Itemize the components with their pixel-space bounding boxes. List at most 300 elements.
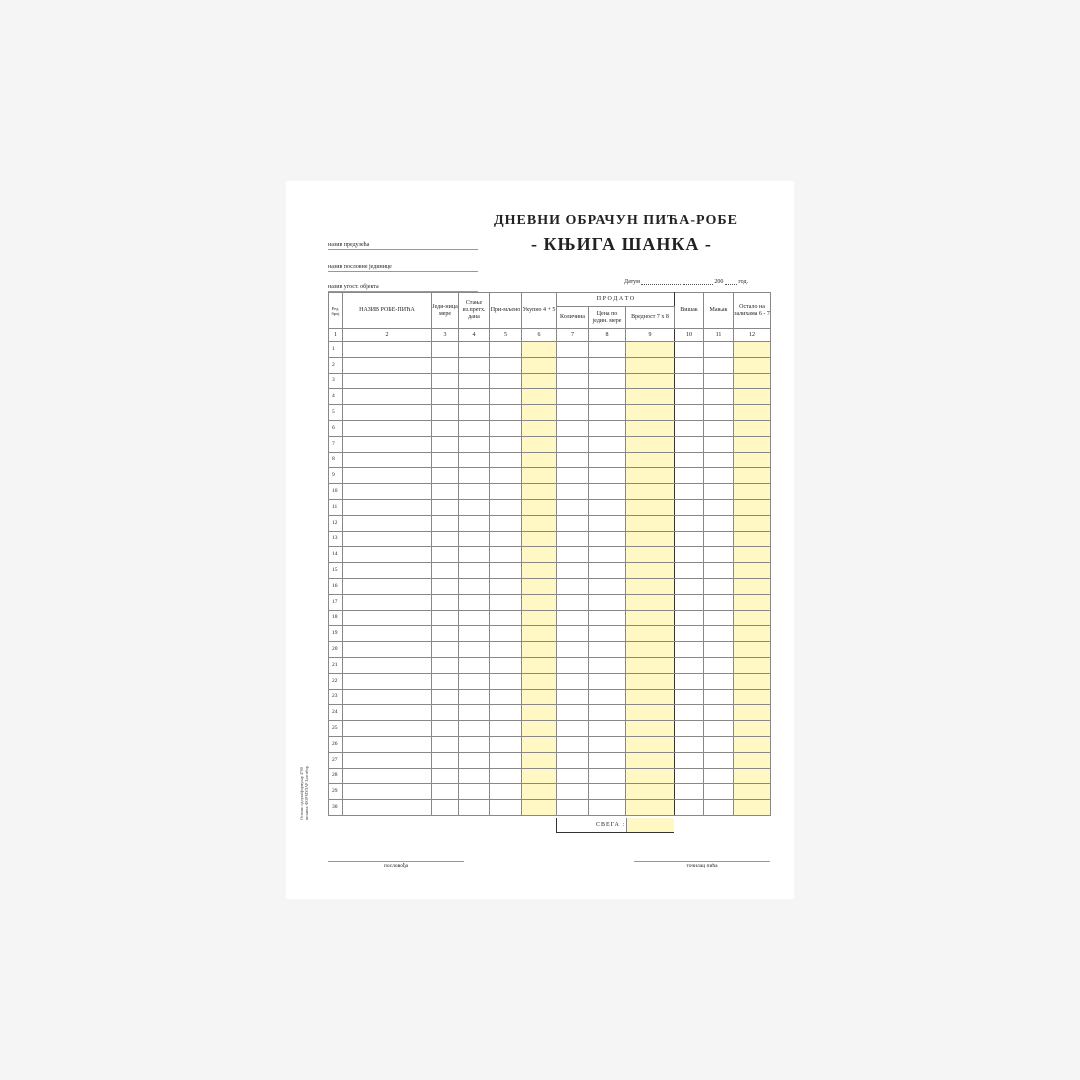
ledger-cell[interactable] (557, 515, 589, 531)
ledger-cell[interactable] (626, 357, 675, 373)
ledger-cell[interactable] (626, 642, 675, 658)
ledger-cell[interactable] (522, 673, 557, 689)
ledger-cell[interactable] (626, 499, 675, 515)
ledger-cell[interactable] (589, 784, 626, 800)
ledger-cell[interactable] (522, 752, 557, 768)
ledger-cell[interactable] (432, 752, 459, 768)
ledger-cell[interactable] (490, 705, 522, 721)
ledger-cell[interactable] (675, 721, 704, 737)
ledger-cell[interactable] (490, 626, 522, 642)
ledger-cell[interactable] (704, 721, 734, 737)
ledger-cell[interactable] (343, 373, 432, 389)
ledger-cell[interactable] (675, 499, 704, 515)
ledger-cell[interactable] (734, 721, 771, 737)
ledger-cell[interactable] (459, 499, 490, 515)
ledger-cell[interactable] (704, 436, 734, 452)
ledger-cell[interactable] (459, 800, 490, 816)
ledger-cell[interactable] (522, 563, 557, 579)
ledger-cell[interactable] (522, 420, 557, 436)
ledger-cell[interactable] (704, 578, 734, 594)
ledger-cell[interactable] (432, 389, 459, 405)
ledger-cell[interactable] (490, 452, 522, 468)
ledger-cell[interactable] (589, 484, 626, 500)
ledger-cell[interactable] (675, 736, 704, 752)
ledger-cell[interactable] (432, 342, 459, 358)
ledger-cell[interactable] (626, 768, 675, 784)
ledger-cell[interactable] (522, 736, 557, 752)
ledger-cell[interactable] (675, 515, 704, 531)
ledger-cell[interactable] (626, 752, 675, 768)
ledger-cell[interactable] (704, 342, 734, 358)
ledger-cell[interactable] (704, 736, 734, 752)
ledger-cell[interactable] (522, 705, 557, 721)
ledger-cell[interactable] (704, 389, 734, 405)
ledger-cell[interactable] (459, 515, 490, 531)
ledger-cell[interactable] (490, 436, 522, 452)
ledger-cell[interactable] (589, 436, 626, 452)
ledger-cell[interactable] (704, 452, 734, 468)
ledger-cell[interactable] (343, 752, 432, 768)
ledger-cell[interactable] (490, 800, 522, 816)
ledger-cell[interactable] (589, 705, 626, 721)
ledger-cell[interactable] (557, 342, 589, 358)
ledger-cell[interactable] (522, 373, 557, 389)
ledger-cell[interactable] (432, 499, 459, 515)
ledger-cell[interactable] (459, 594, 490, 610)
ledger-cell[interactable] (522, 499, 557, 515)
ledger-cell[interactable] (557, 436, 589, 452)
ledger-cell[interactable] (675, 531, 704, 547)
ledger-cell[interactable] (675, 342, 704, 358)
ledger-cell[interactable] (589, 626, 626, 642)
ledger-cell[interactable] (589, 594, 626, 610)
ledger-cell[interactable] (557, 768, 589, 784)
ledger-cell[interactable] (490, 342, 522, 358)
ledger-cell[interactable] (490, 657, 522, 673)
ledger-cell[interactable] (675, 673, 704, 689)
ledger-cell[interactable] (522, 515, 557, 531)
ledger-cell[interactable] (734, 689, 771, 705)
business-unit-field[interactable]: назив пословне јединице (328, 263, 478, 272)
ledger-cell[interactable] (589, 468, 626, 484)
ledger-cell[interactable] (626, 515, 675, 531)
ledger-cell[interactable] (432, 657, 459, 673)
ledger-cell[interactable] (459, 468, 490, 484)
ledger-cell[interactable] (626, 389, 675, 405)
ledger-cell[interactable] (522, 436, 557, 452)
ledger-cell[interactable] (734, 499, 771, 515)
ledger-cell[interactable] (675, 405, 704, 421)
bartender-signature-line[interactable]: точилац пића (634, 861, 770, 869)
ledger-cell[interactable] (704, 594, 734, 610)
ledger-cell[interactable] (490, 752, 522, 768)
ledger-cell[interactable] (522, 357, 557, 373)
ledger-cell[interactable] (432, 610, 459, 626)
ledger-cell[interactable] (626, 705, 675, 721)
ledger-cell[interactable] (675, 626, 704, 642)
ledger-cell[interactable] (734, 784, 771, 800)
ledger-cell[interactable] (557, 357, 589, 373)
ledger-cell[interactable] (626, 436, 675, 452)
ledger-cell[interactable] (557, 452, 589, 468)
ledger-cell[interactable] (459, 705, 490, 721)
ledger-cell[interactable] (432, 373, 459, 389)
ledger-cell[interactable] (675, 357, 704, 373)
ledger-cell[interactable] (522, 626, 557, 642)
ledger-cell[interactable] (459, 531, 490, 547)
ledger-cell[interactable] (734, 405, 771, 421)
ledger-cell[interactable] (704, 657, 734, 673)
ledger-cell[interactable] (432, 515, 459, 531)
ledger-cell[interactable] (432, 452, 459, 468)
ledger-cell[interactable] (522, 452, 557, 468)
ledger-cell[interactable] (557, 578, 589, 594)
ledger-cell[interactable] (589, 689, 626, 705)
ledger-cell[interactable] (432, 689, 459, 705)
ledger-cell[interactable] (704, 752, 734, 768)
ledger-cell[interactable] (343, 626, 432, 642)
ledger-cell[interactable] (343, 357, 432, 373)
ledger-cell[interactable] (343, 563, 432, 579)
ledger-cell[interactable] (734, 373, 771, 389)
ledger-cell[interactable] (432, 705, 459, 721)
ledger-cell[interactable] (432, 547, 459, 563)
ledger-cell[interactable] (343, 436, 432, 452)
ledger-cell[interactable] (459, 784, 490, 800)
ledger-cell[interactable] (343, 721, 432, 737)
ledger-cell[interactable] (343, 705, 432, 721)
ledger-cell[interactable] (343, 389, 432, 405)
ledger-cell[interactable] (734, 342, 771, 358)
ledger-cell[interactable] (343, 484, 432, 500)
ledger-cell[interactable] (589, 642, 626, 658)
ledger-cell[interactable] (589, 420, 626, 436)
ledger-cell[interactable] (343, 452, 432, 468)
ledger-cell[interactable] (675, 563, 704, 579)
ledger-cell[interactable] (704, 373, 734, 389)
ledger-cell[interactable] (459, 721, 490, 737)
ledger-cell[interactable] (557, 389, 589, 405)
ledger-cell[interactable] (589, 752, 626, 768)
ledger-cell[interactable] (734, 420, 771, 436)
ledger-cell[interactable] (734, 468, 771, 484)
ledger-cell[interactable] (557, 642, 589, 658)
ledger-cell[interactable] (490, 768, 522, 784)
ledger-cell[interactable] (557, 531, 589, 547)
ledger-cell[interactable] (704, 468, 734, 484)
ledger-cell[interactable] (675, 610, 704, 626)
ledger-cell[interactable] (557, 484, 589, 500)
venue-name-field[interactable]: назив угост. објекта (328, 283, 478, 292)
ledger-cell[interactable] (343, 547, 432, 563)
ledger-cell[interactable] (734, 484, 771, 500)
ledger-cell[interactable] (675, 657, 704, 673)
ledger-cell[interactable] (589, 389, 626, 405)
ledger-cell[interactable] (675, 784, 704, 800)
ledger-cell[interactable] (704, 547, 734, 563)
ledger-cell[interactable] (459, 357, 490, 373)
ledger-cell[interactable] (626, 563, 675, 579)
ledger-cell[interactable] (626, 452, 675, 468)
ledger-cell[interactable] (522, 594, 557, 610)
ledger-cell[interactable] (522, 405, 557, 421)
ledger-cell[interactable] (626, 405, 675, 421)
ledger-cell[interactable] (343, 420, 432, 436)
ledger-cell[interactable] (675, 420, 704, 436)
ledger-cell[interactable] (675, 752, 704, 768)
ledger-cell[interactable] (432, 563, 459, 579)
ledger-cell[interactable] (704, 626, 734, 642)
ledger-cell[interactable] (704, 499, 734, 515)
ledger-cell[interactable] (343, 499, 432, 515)
ledger-cell[interactable] (675, 436, 704, 452)
ledger-cell[interactable] (490, 373, 522, 389)
ledger-cell[interactable] (459, 563, 490, 579)
ledger-cell[interactable] (704, 784, 734, 800)
ledger-cell[interactable] (490, 468, 522, 484)
ledger-cell[interactable] (343, 342, 432, 358)
ledger-cell[interactable] (343, 657, 432, 673)
ledger-cell[interactable] (704, 563, 734, 579)
ledger-cell[interactable] (490, 673, 522, 689)
ledger-cell[interactable] (734, 515, 771, 531)
ledger-cell[interactable] (557, 468, 589, 484)
ledger-cell[interactable] (675, 578, 704, 594)
ledger-cell[interactable] (734, 389, 771, 405)
ledger-cell[interactable] (343, 784, 432, 800)
ledger-cell[interactable] (626, 657, 675, 673)
ledger-cell[interactable] (459, 642, 490, 658)
ledger-cell[interactable] (522, 531, 557, 547)
ledger-cell[interactable] (626, 468, 675, 484)
ledger-cell[interactable] (459, 752, 490, 768)
ledger-cell[interactable] (626, 610, 675, 626)
ledger-cell[interactable] (557, 610, 589, 626)
ledger-cell[interactable] (675, 800, 704, 816)
ledger-cell[interactable] (490, 689, 522, 705)
ledger-cell[interactable] (343, 689, 432, 705)
ledger-cell[interactable] (626, 578, 675, 594)
ledger-cell[interactable] (432, 578, 459, 594)
ledger-cell[interactable] (589, 800, 626, 816)
ledger-cell[interactable] (734, 736, 771, 752)
ledger-cell[interactable] (490, 515, 522, 531)
ledger-cell[interactable] (490, 721, 522, 737)
ledger-cell[interactable] (432, 800, 459, 816)
ledger-cell[interactable] (734, 800, 771, 816)
ledger-cell[interactable] (675, 768, 704, 784)
ledger-cell[interactable] (522, 342, 557, 358)
ledger-cell[interactable] (557, 689, 589, 705)
ledger-cell[interactable] (734, 752, 771, 768)
ledger-cell[interactable] (490, 389, 522, 405)
ledger-cell[interactable] (522, 468, 557, 484)
ledger-cell[interactable] (459, 547, 490, 563)
ledger-cell[interactable] (734, 673, 771, 689)
ledger-cell[interactable] (490, 642, 522, 658)
ledger-cell[interactable] (490, 357, 522, 373)
ledger-cell[interactable] (343, 531, 432, 547)
ledger-cell[interactable] (522, 610, 557, 626)
ledger-cell[interactable] (734, 578, 771, 594)
ledger-cell[interactable] (626, 626, 675, 642)
ledger-cell[interactable] (490, 784, 522, 800)
ledger-cell[interactable] (432, 531, 459, 547)
ledger-cell[interactable] (490, 594, 522, 610)
ledger-cell[interactable] (459, 657, 490, 673)
ledger-cell[interactable] (343, 578, 432, 594)
ledger-cell[interactable] (459, 626, 490, 642)
ledger-cell[interactable] (522, 689, 557, 705)
ledger-cell[interactable] (432, 436, 459, 452)
ledger-cell[interactable] (557, 736, 589, 752)
ledger-cell[interactable] (734, 657, 771, 673)
ledger-cell[interactable] (675, 484, 704, 500)
ledger-cell[interactable] (589, 515, 626, 531)
ledger-cell[interactable] (490, 531, 522, 547)
ledger-cell[interactable] (704, 405, 734, 421)
ledger-cell[interactable] (557, 547, 589, 563)
ledger-cell[interactable] (490, 736, 522, 752)
ledger-cell[interactable] (343, 736, 432, 752)
ledger-cell[interactable] (522, 547, 557, 563)
ledger-cell[interactable] (734, 563, 771, 579)
ledger-cell[interactable] (589, 657, 626, 673)
ledger-cell[interactable] (626, 784, 675, 800)
ledger-cell[interactable] (704, 420, 734, 436)
ledger-cell[interactable] (589, 547, 626, 563)
ledger-cell[interactable] (675, 452, 704, 468)
ledger-cell[interactable] (704, 689, 734, 705)
ledger-cell[interactable] (459, 610, 490, 626)
ledger-cell[interactable] (557, 673, 589, 689)
ledger-cell[interactable] (343, 515, 432, 531)
ledger-cell[interactable] (734, 452, 771, 468)
ledger-cell[interactable] (734, 547, 771, 563)
ledger-cell[interactable] (432, 420, 459, 436)
ledger-cell[interactable] (343, 800, 432, 816)
ledger-cell[interactable] (589, 531, 626, 547)
ledger-cell[interactable] (522, 800, 557, 816)
ledger-cell[interactable] (589, 499, 626, 515)
ledger-cell[interactable] (459, 452, 490, 468)
ledger-cell[interactable] (432, 768, 459, 784)
ledger-cell[interactable] (432, 594, 459, 610)
ledger-cell[interactable] (343, 405, 432, 421)
ledger-cell[interactable] (459, 389, 490, 405)
ledger-cell[interactable] (626, 594, 675, 610)
ledger-cell[interactable] (704, 705, 734, 721)
ledger-cell[interactable] (675, 705, 704, 721)
ledger-cell[interactable] (432, 357, 459, 373)
ledger-cell[interactable] (704, 642, 734, 658)
ledger-cell[interactable] (557, 626, 589, 642)
ledger-cell[interactable] (704, 531, 734, 547)
ledger-cell[interactable] (675, 689, 704, 705)
ledger-cell[interactable] (675, 468, 704, 484)
ledger-cell[interactable] (490, 499, 522, 515)
ledger-cell[interactable] (459, 673, 490, 689)
ledger-cell[interactable] (343, 673, 432, 689)
ledger-cell[interactable] (557, 705, 589, 721)
ledger-cell[interactable] (432, 736, 459, 752)
ledger-cell[interactable] (589, 721, 626, 737)
ledger-cell[interactable] (459, 420, 490, 436)
ledger-cell[interactable] (626, 420, 675, 436)
ledger-cell[interactable] (626, 342, 675, 358)
ledger-cell[interactable] (459, 689, 490, 705)
ledger-cell[interactable] (734, 626, 771, 642)
ledger-cell[interactable] (432, 484, 459, 500)
ledger-cell[interactable] (675, 642, 704, 658)
ledger-cell[interactable] (490, 484, 522, 500)
ledger-cell[interactable] (557, 405, 589, 421)
ledger-cell[interactable] (432, 721, 459, 737)
ledger-cell[interactable] (557, 594, 589, 610)
ledger-cell[interactable] (734, 705, 771, 721)
ledger-cell[interactable] (432, 673, 459, 689)
ledger-cell[interactable] (589, 563, 626, 579)
ledger-cell[interactable] (734, 594, 771, 610)
ledger-cell[interactable] (459, 578, 490, 594)
ledger-cell[interactable] (432, 626, 459, 642)
ledger-cell[interactable] (557, 752, 589, 768)
ledger-cell[interactable] (522, 768, 557, 784)
ledger-cell[interactable] (522, 784, 557, 800)
ledger-cell[interactable] (626, 736, 675, 752)
ledger-cell[interactable] (675, 389, 704, 405)
ledger-cell[interactable] (626, 689, 675, 705)
ledger-cell[interactable] (490, 405, 522, 421)
total-value-field[interactable] (626, 818, 674, 832)
ledger-cell[interactable] (432, 642, 459, 658)
ledger-cell[interactable] (704, 357, 734, 373)
ledger-cell[interactable] (626, 484, 675, 500)
ledger-cell[interactable] (490, 563, 522, 579)
ledger-cell[interactable] (589, 452, 626, 468)
ledger-cell[interactable] (343, 594, 432, 610)
ledger-cell[interactable] (490, 547, 522, 563)
ledger-cell[interactable] (557, 563, 589, 579)
ledger-cell[interactable] (557, 499, 589, 515)
ledger-cell[interactable] (522, 721, 557, 737)
ledger-cell[interactable] (459, 768, 490, 784)
ledger-cell[interactable] (522, 389, 557, 405)
ledger-cell[interactable] (589, 357, 626, 373)
ledger-cell[interactable] (734, 610, 771, 626)
ledger-cell[interactable] (557, 784, 589, 800)
ledger-cell[interactable] (557, 373, 589, 389)
ledger-cell[interactable] (432, 468, 459, 484)
ledger-cell[interactable] (626, 673, 675, 689)
ledger-cell[interactable] (704, 673, 734, 689)
ledger-cell[interactable] (589, 373, 626, 389)
ledger-cell[interactable] (589, 673, 626, 689)
ledger-cell[interactable] (490, 420, 522, 436)
ledger-cell[interactable] (459, 373, 490, 389)
ledger-cell[interactable] (734, 357, 771, 373)
ledger-cell[interactable] (589, 405, 626, 421)
ledger-cell[interactable] (459, 342, 490, 358)
ledger-cell[interactable] (343, 768, 432, 784)
ledger-cell[interactable] (557, 800, 589, 816)
ledger-cell[interactable] (557, 721, 589, 737)
ledger-cell[interactable] (459, 736, 490, 752)
ledger-cell[interactable] (432, 784, 459, 800)
ledger-cell[interactable] (490, 578, 522, 594)
ledger-cell[interactable] (675, 373, 704, 389)
ledger-cell[interactable] (626, 800, 675, 816)
